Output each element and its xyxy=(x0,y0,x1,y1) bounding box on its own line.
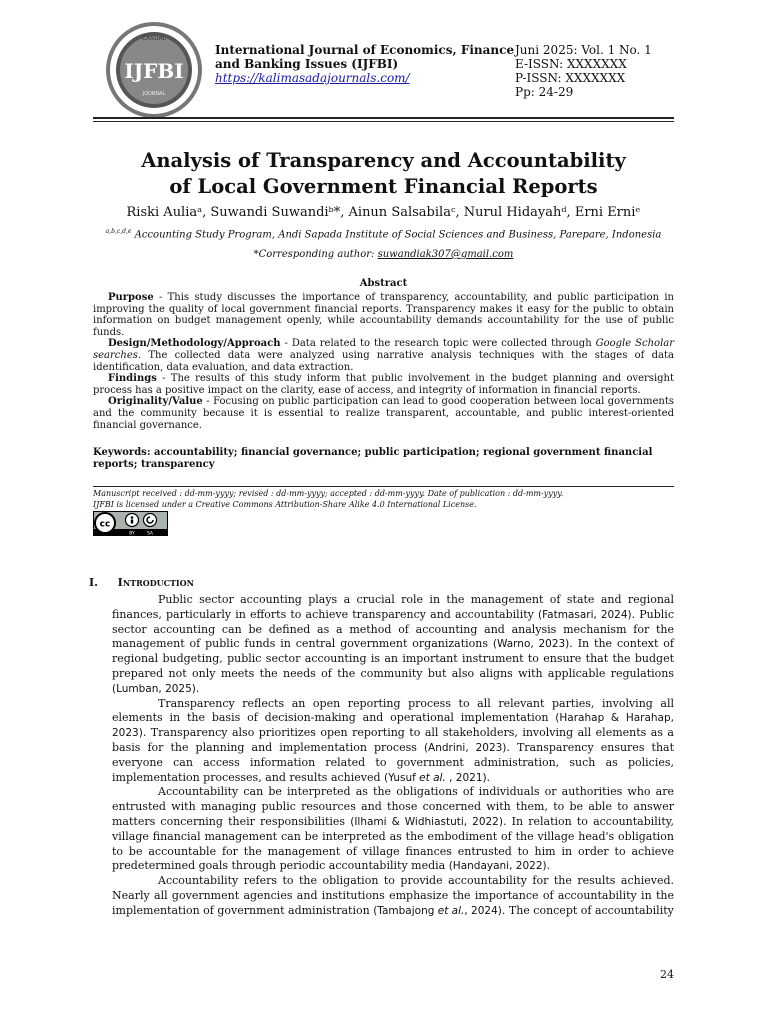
section-title: Introduction xyxy=(117,576,194,589)
yusuf-b: , 2021) xyxy=(445,771,487,784)
abstract-design xyxy=(93,338,674,373)
author-list: Riski Auliaᵃ, Suwandi Suwandiᵇ*, Ainun Salsabilaᶜ, Nurul Hidayahᵈ, Erni Erniᵉ xyxy=(126,205,641,220)
header-rule-thin xyxy=(93,121,674,122)
p1-text-c: . In the context of regional budgeting, public sector accounting is an important instrument to ensure that the budget prepared not only meets the needs of the community but also aligns with applicable regulations xyxy=(112,637,674,680)
citation-tambajong[interactable] xyxy=(373,905,502,917)
abstract-purpose xyxy=(93,292,674,338)
paragraph-1 xyxy=(112,593,674,697)
p2-text-c: . Transparency ensures that everyone can access information related to government administration, such as policies, implementation processes, and results achieved xyxy=(112,740,675,784)
citation-ilhami[interactable]: (Ilhami & Widhiastuti, 2022) xyxy=(350,815,503,828)
p1-text-a: Public sector accounting plays a crucial role in the management of state and regional finances, particularly in efforts to achieve transparency and accountability xyxy=(112,593,674,621)
paper-title xyxy=(93,148,674,200)
abstract-body xyxy=(93,292,674,431)
originality-text: - Focusing on public participation can lead to good cooperation between local governments and the community because it is essential to realize transparent, accountable, and public interest-oriented financial governance. xyxy=(93,396,674,431)
cc-license-badge[interactable] xyxy=(93,511,168,536)
originality-label: Originality/Value xyxy=(108,396,203,408)
title-line-2: of Local Government Financial Reports xyxy=(169,175,598,198)
cc-by-label: BY xyxy=(129,531,135,536)
journal-meta xyxy=(515,43,652,99)
p1-text-b: . Public sector accounting can be defined as a method of accounting and analysis mechanism for the management of public funds in central government organizations xyxy=(112,607,674,651)
manuscript-notes xyxy=(93,488,674,510)
design-label: Design/Methodology/Approach xyxy=(108,338,281,350)
journal-url-link[interactable]: https://kalimasadajournals.com/ xyxy=(215,71,410,85)
citation-andrini[interactable]: (Andrini, 2023) xyxy=(423,741,507,754)
p3-text-b: . In relation to accountability, village financial management can be interpreted as the embodiment of the village head's obligation to be accountable for the management of village finances entrusted to him in order to achieve predetermined goals through periodic accountability media xyxy=(112,814,675,873)
citation-yusuf[interactable] xyxy=(384,772,487,784)
abstract-heading: Abstract xyxy=(359,278,408,289)
findings-label: Findings xyxy=(108,373,157,385)
section-heading xyxy=(89,576,194,589)
page-number: 24 xyxy=(660,968,674,981)
journal-name: International Journal of Economics, Finance and Banking Issues (IJFBI) xyxy=(215,43,515,71)
design-text-2: . The collected data were analyzed using narrative analysis techniques with the stages of data identification, data evaluation, and data extraction. xyxy=(93,349,674,373)
yusuf-a: (Yusuf xyxy=(384,771,420,784)
affiliation-text: Accounting Study Program, Andi Sapada Institute of Social Sciences and Business, Parepare, Indonesia xyxy=(134,229,662,241)
p4-text-a: Accountability refers to the obligation to provide accountability for the results achieved. Nearly all government agencies and institutions emphasize the importance of accountability in the implementation of government administration xyxy=(112,874,674,917)
abstract-originality xyxy=(93,396,674,431)
keywords: Keywords: accountability; financial governance; public participation; regional government financial reports; transparency xyxy=(93,447,653,470)
citation-lumban[interactable]: (Lumban, 2025) xyxy=(112,682,196,695)
p3-text-c: . xyxy=(546,859,551,873)
p2-text-b: . Transparency also prioritizes open reporting to all stakeholders, involving all elements as a basis for the planning and implementation process xyxy=(112,726,674,754)
citation-fatmasari[interactable]: (Fatmasari, 2024) xyxy=(537,608,632,621)
tambajong-etal: et al. xyxy=(437,904,465,917)
journal-pissn: P-ISSN: XXXXXXX xyxy=(515,71,626,85)
p4-text-b: . The concept of accountability xyxy=(501,903,674,917)
abstract-findings xyxy=(93,373,674,396)
tambajong-a: (Tambajong xyxy=(373,904,438,917)
citation-warno[interactable]: (Warno, 2023) xyxy=(492,638,570,651)
license-text: IJFBI is licensed under a Creative Commons Attribution-Share Alike 4.0 International License. xyxy=(93,500,477,509)
title-line-1: Analysis of Transparency and Accountability xyxy=(141,149,626,172)
svg-text:cc: cc xyxy=(99,519,111,530)
journal-eissn: E-ISSN: XXXXXXX xyxy=(515,57,627,71)
paragraph-3 xyxy=(112,785,674,874)
notes-rule xyxy=(93,486,674,487)
journal-header xyxy=(215,43,515,85)
paragraph-4 xyxy=(112,874,674,918)
header-rule-thick xyxy=(93,117,674,119)
design-text-1: - Data related to the research topic were collected through xyxy=(280,338,596,350)
logo-text: IJFBI xyxy=(124,59,184,83)
body-text xyxy=(112,593,674,919)
purpose-text: - This study discusses the importance of transparency, accountability, and public participation in improving the quality of local government financial reports. Transparency makes it easy for the public to obtain information on budget management openly, while accountability demands accountability for the use of public funds. xyxy=(93,292,674,338)
corresponding-author xyxy=(93,249,674,260)
section-number: I. xyxy=(89,576,98,589)
citation-handayani[interactable]: (Handayani, 2022) xyxy=(448,860,547,873)
affiliation-superscript: a,b,c,d,e xyxy=(105,228,132,235)
p2-text-d: . xyxy=(486,770,491,784)
corresponding-email-link[interactable]: suwandiak307@gmail.com xyxy=(377,249,514,260)
citation-harahap[interactable]: (Harahap & Harahap, 2023) xyxy=(112,712,674,740)
findings-text: - The results of this study inform that public involvement in the budget planning and oversight process has a positive impact on the clarity, ease of access, and integrity of information in financial reports. xyxy=(93,373,674,396)
p1-text-d: . xyxy=(195,681,200,695)
tambajong-b: , 2024) xyxy=(464,904,502,917)
logo-top-text: CASUAL xyxy=(142,35,166,42)
affiliation xyxy=(93,228,674,240)
journal-logo xyxy=(104,20,204,120)
p2-text-a: Transparency reflects an open reporting process to all relevant parties, involving all elements in the basis of decision-making and operational implementation xyxy=(112,696,674,725)
journal-pages: Pp: 24-29 xyxy=(515,85,574,99)
design-italic: Google Scholar searches xyxy=(93,338,675,361)
yusuf-etal: et al. xyxy=(419,771,446,784)
p3-text-a: Accountability can be interpreted as the obligations of individuals or authorities who are entrusted with managing public resources and those concerned with them, to be able to answer matters concerning their responsibilities xyxy=(112,785,674,828)
corresponding-label: *Corresponding author: xyxy=(253,249,378,260)
sa-icon xyxy=(144,514,157,527)
cc-sa-label: SA xyxy=(146,531,154,536)
purpose-label: Purpose xyxy=(108,292,154,303)
paragraph-2 xyxy=(112,697,674,786)
journal-issue: Juni 2025: Vol. 1 No. 1 xyxy=(515,43,652,57)
manuscript-dates: Manuscript received : dd-mm-yyyy; revised : dd-mm-yyyy; accepted : dd-mm-yyyy. Date of publication : dd-mm-yyyy. xyxy=(93,489,564,498)
logo-bottom-text: JOURNAL xyxy=(142,91,166,97)
